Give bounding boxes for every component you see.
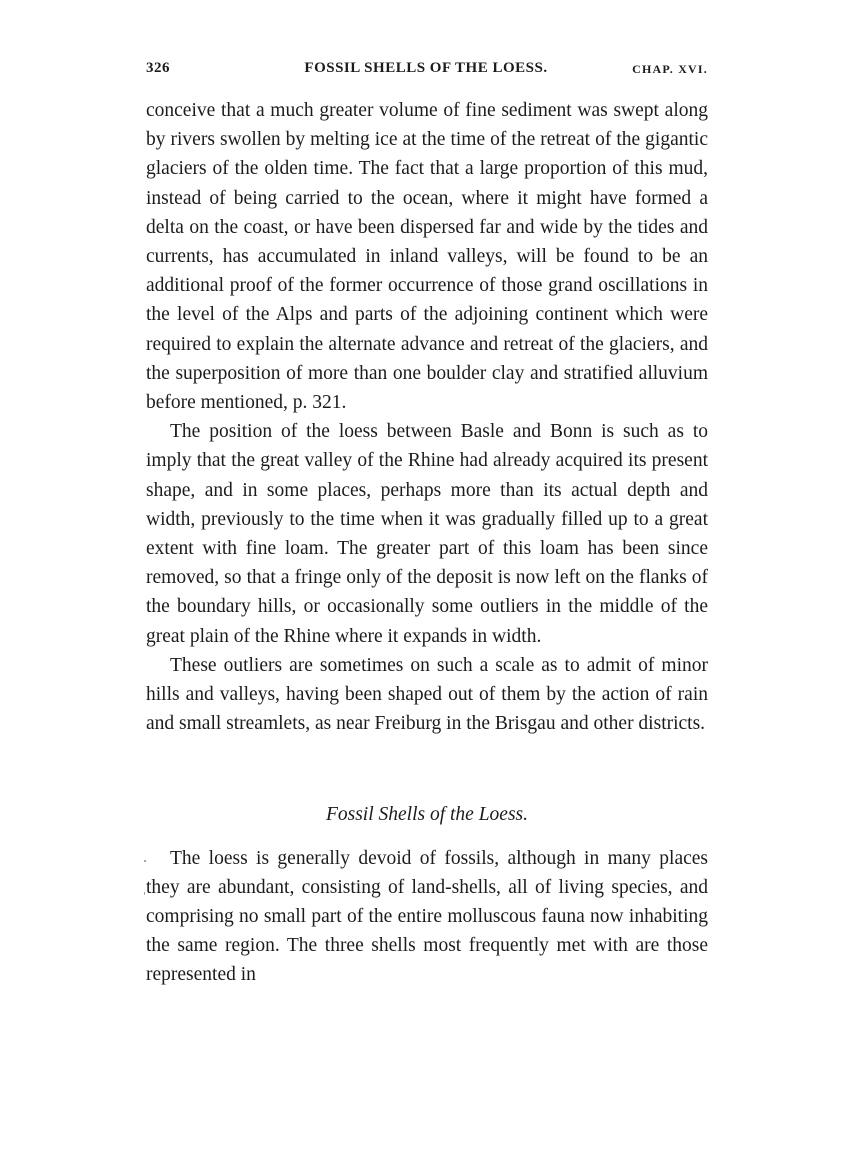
paragraph-fossils: The loess is generally devoid of fossils, although in many places they are abundant, consisting of land-shells, all of living species, and comprising no small part of the entire molluscous fauna now inhabiting the same region. The three shells most frequently met with are those represented in bbox=[146, 847, 708, 986]
body-text bbox=[146, 96, 708, 990]
paragraph-continued: conceive that a much greater volume of fine sediment was swept along by rivers swollen by melting ice at the time of the retreat of the gigantic glaciers of the olden time. The fact that a large proportion of this mud, instead of being carried to the ocean, where it might have formed a delta on the coast, or have been dispersed far and wide by the tides and currents, has accumulated in inland valleys, will be found to be an additional proof of the former occurrence of those grand oscillations in the level of the Alps and parts of the adjoining continent which were required to explain the alternate advance and retreat of the glaciers, and the superposition of more than one boulder clay and stratified alluvium before mentioned, p. 321. bbox=[146, 100, 708, 414]
running-title: FOSSIL SHELLS OF THE LOESS. bbox=[304, 60, 548, 76]
paragraph-rhine-position: The position of the loess between Basle and Bonn is such as to imply that the great valley of the Rhine had already acquired its present shape, and in some places, perhaps more than its actual depth and width, previously to the time when it was gradually filled up to a great extent with fine loam. The greater part of this loam has been since removed, so that a fringe only of the deposit is now left on the flanks of the boundary hills, or occasionally some outliers in the middle of the great plain of the Rhine where it expands in width. bbox=[146, 421, 708, 647]
scan-speck bbox=[144, 892, 145, 895]
paragraph-outliers: These outliers are sometimes on such a scale as to admit of minor hills and valleys, having been shaped out of them by the action of rain and small streamlets, as near Freiburg in the Brisgau and other districts. bbox=[146, 654, 708, 735]
running-header bbox=[146, 60, 708, 84]
scan-speck bbox=[144, 860, 146, 862]
chapter-label: CHAP. XVI. bbox=[632, 62, 708, 76]
section-heading: Fossil Shells of the Loess. bbox=[325, 804, 529, 826]
page-number: 326 bbox=[146, 60, 170, 76]
